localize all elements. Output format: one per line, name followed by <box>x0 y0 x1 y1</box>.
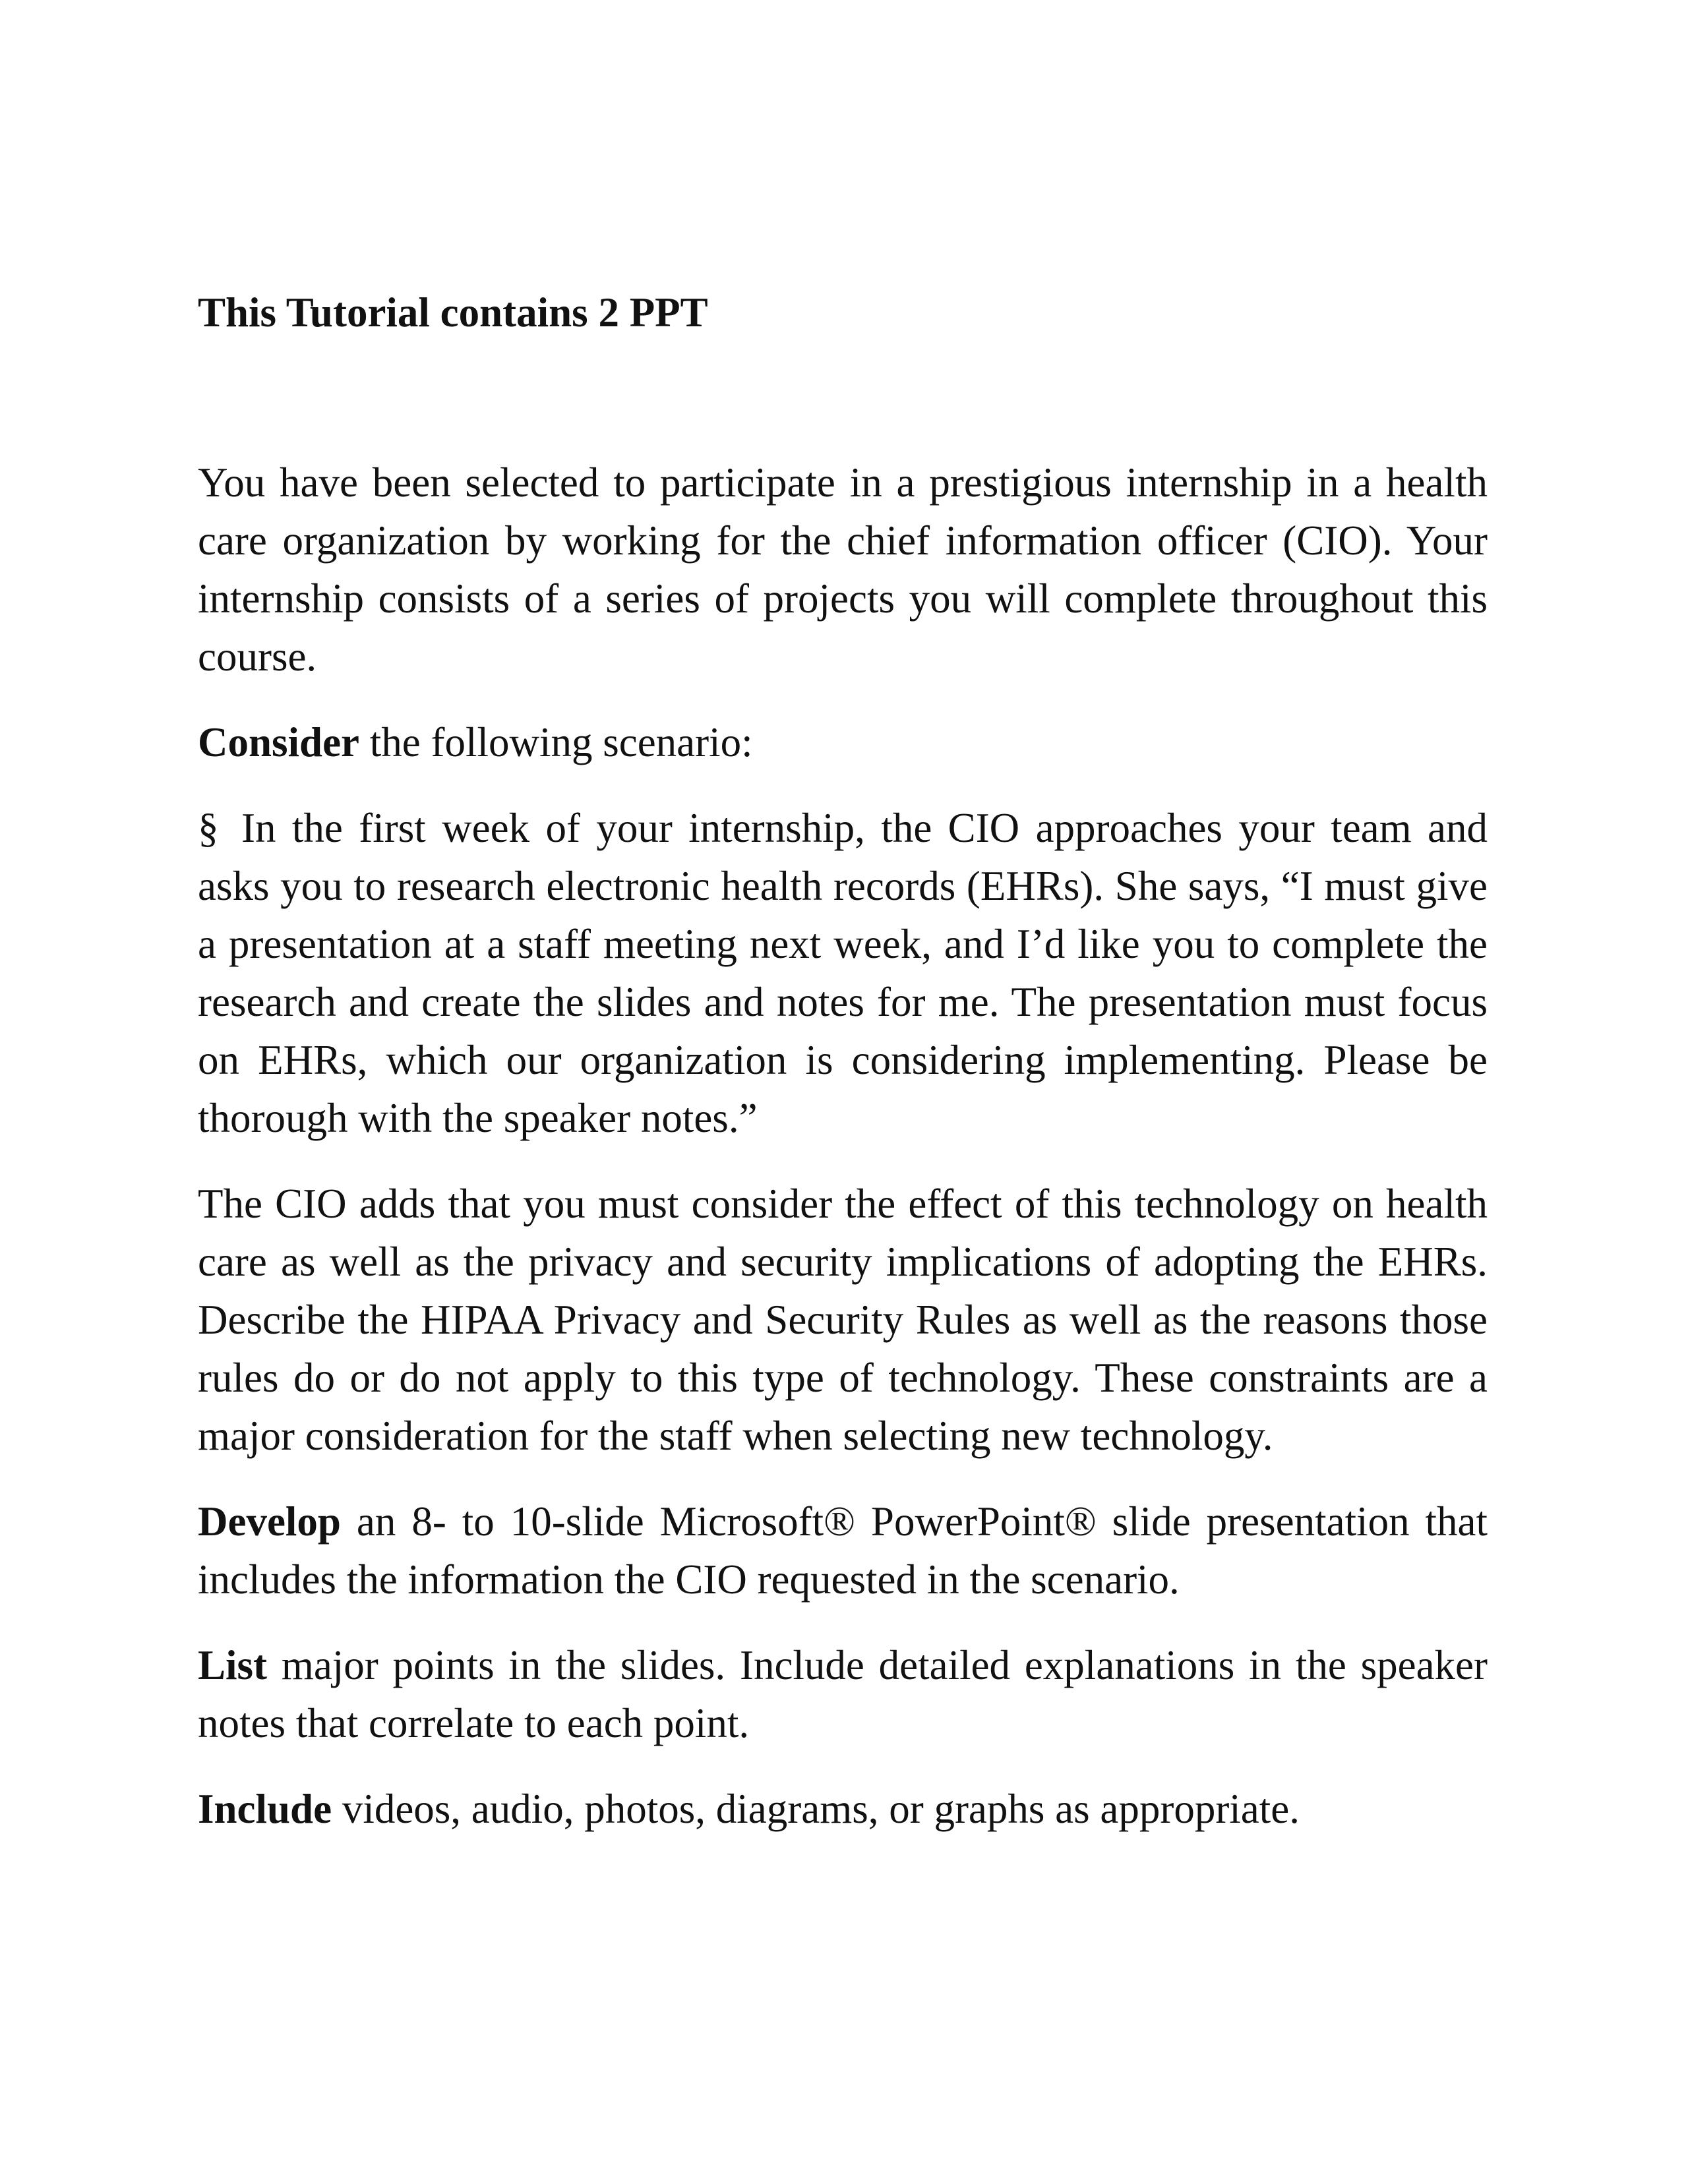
document-body <box>198 283 1488 1838</box>
list-lead: List <box>198 1642 268 1688</box>
develop-text: an 8- to 10-slide Microsoft® PowerPoint® slide presentation that includes the information the CIO requested in the scenario. <box>198 1498 1488 1603</box>
document-title: This Tutorial contains 2 PPT <box>198 289 708 336</box>
consider-text: the following scenario: <box>359 719 753 765</box>
consider-paragraph <box>198 713 1488 771</box>
consider-lead: Consider <box>198 719 360 765</box>
list-text: major points in the slides. Include detailed explanations in the speaker notes that correlate to each point. <box>198 1642 1488 1746</box>
develop-paragraph <box>198 1492 1488 1608</box>
scenario-text: In the first week of your internship, the CIO approaches your team and asks you to research electronic health records (EHRs). She says, “I must give a presentation at a staff meeting next week, and I’d like you to complete the research and create the slides and notes for me. The presentation must focus on EHRs, which our organization is considering implementing. Please be thorough with the speaker notes.” <box>198 805 1488 1141</box>
cio-adds-paragraph: The CIO adds that you must consider the effect of this technology on health care as well as the privacy and security implications of adopting the EHRs. Describe the HIPAA Privacy and Security Rules as well as the reasons those rules do or do not apply to this type of technology. These constraints are a major consideration for the staff when selecting new technology. <box>198 1181 1488 1459</box>
spacer <box>198 1465 1488 1492</box>
spacer <box>198 341 1488 454</box>
spacer <box>198 1608 1488 1636</box>
include-paragraph <box>198 1780 1488 1838</box>
scenario-paragraph <box>198 799 1488 1147</box>
spacer <box>198 1752 1488 1780</box>
develop-lead: Develop <box>198 1498 341 1545</box>
spacer <box>198 771 1488 799</box>
include-text: videos, audio, photos, diagrams, or graphs as appropriate. <box>332 1786 1300 1832</box>
include-lead: Include <box>198 1786 332 1832</box>
intro-paragraph: You have been selected to participate in a prestigious internship in a health care organization by working for the chief information officer (CIO). Your internship consists of a series of projects you will complete throughout this course. <box>198 459 1488 680</box>
list-paragraph <box>198 1636 1488 1752</box>
section-sign-icon: § <box>198 805 219 851</box>
spacer <box>198 686 1488 713</box>
spacer <box>198 1147 1488 1175</box>
